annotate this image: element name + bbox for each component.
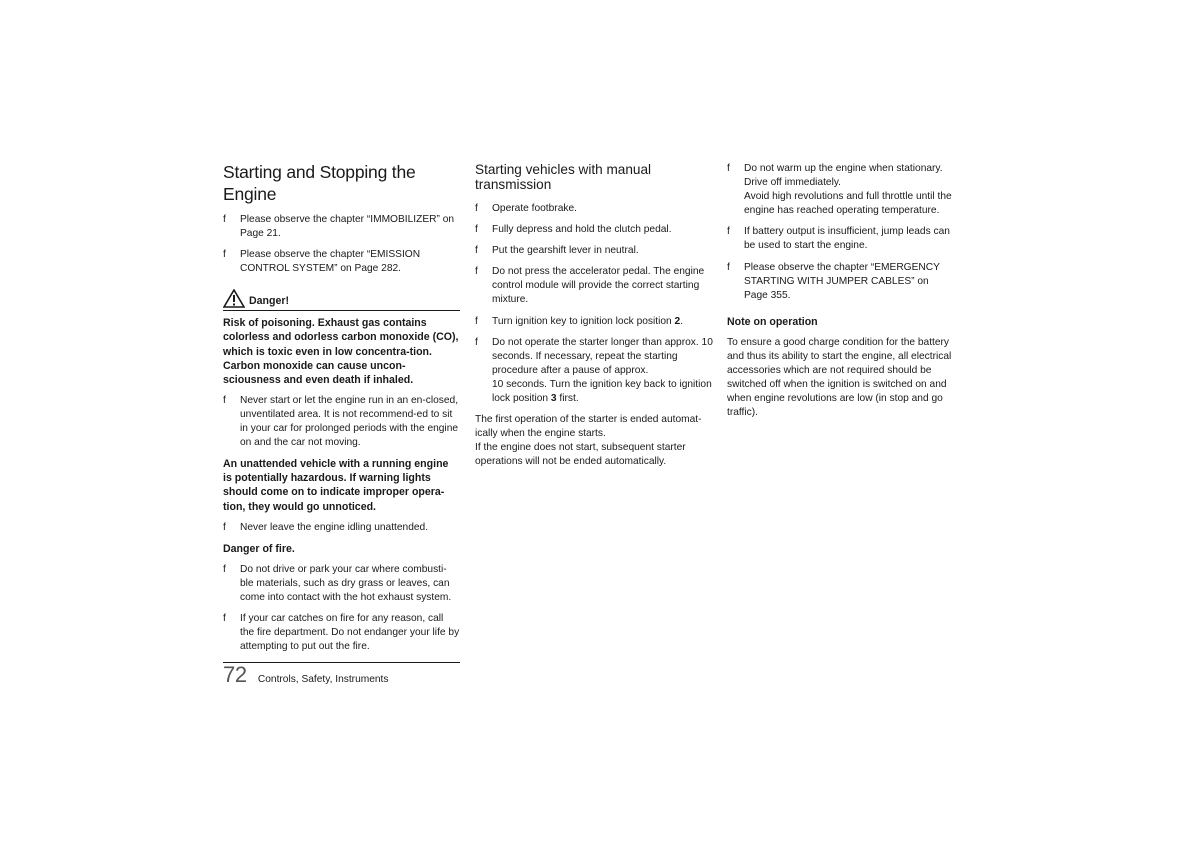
poison-warning: Risk of poisoning. Exhaust gas contains colorless and odorless carbon monoxide (CO), which is toxic even in low concentra-tion. Carbon monoxide can cause uncon-sciousness and even death if inhaled. [223, 317, 459, 386]
bullet-mark: f [475, 315, 478, 327]
list-item [475, 336, 713, 406]
list-item [223, 213, 460, 241]
list-item [223, 563, 460, 605]
bullet-park: Do not drive or park your car where combusti-ble materials, such as dry grass or leaves, can come into contact with the hot exhaust system. [240, 563, 452, 603]
jump-leads-line: If battery output is insufficient, jump leads can be used to start the engine. [744, 226, 950, 252]
footer-section: Controls, Safety, Instruments [257, 674, 389, 685]
warmup-line: Do not warm up the engine when stationary. Drive off immediately. [744, 163, 943, 189]
bullet-catches-fire: If your car catches on fire for any reason, call the fire department. Do not endanger your life by attempting to put out the fire. [240, 613, 460, 653]
unattended-warning: An unattended vehicle with a running engine is potentially hazardous. If warning lights should come on to indicate improper opera-tion, they would go unnoticed. [223, 458, 449, 513]
list-item [223, 394, 460, 450]
step-starter-limit: Do not operate the starter longer than approx. 10 seconds. If necessary, repeat the starting procedure after a pause of approx. [492, 336, 713, 376]
bullet-mark: f [475, 336, 478, 348]
bullet-idling: Never leave the engine idling unattended. [240, 521, 429, 533]
fire-heading: Danger of fire. [223, 542, 295, 555]
bullet-mark: f [223, 249, 226, 261]
high-revs-line: Avoid high revolutions and full throttle until the engine has reached operating temperature. [744, 191, 952, 217]
bullet-mark: f [727, 261, 730, 273]
page-number: 72 [223, 662, 247, 687]
step-footbrake: Operate footbrake. [492, 203, 577, 214]
note-heading: Note on operation [727, 315, 818, 328]
bullet-emission: Please observe the chapter “EMISSION CONTROL SYSTEM” on Page 282. [240, 249, 421, 275]
bullet-mark: f [727, 163, 730, 174]
bullet-enclosed-area: Never start or let the engine run in an en-closed, unventilated area. It is not recommend-ed to sit in your car for prolonged periods with the engine on and the car not moving. [240, 394, 459, 449]
starter-subsequent-paragraph: If the engine does not start, subsequent starter operations will not be ended automatically. [475, 442, 686, 468]
step-accelerator: Do not press the accelerator pedal. The engine control module will provide the correct starting mixture. [492, 266, 705, 306]
emergency-starting-line: Please observe the chapter “EMERGENCY STARTING WITH JUMPER CABLES” on [744, 261, 940, 287]
bullet-mark: f [475, 224, 478, 236]
bullet-mark: f [475, 203, 478, 214]
danger-label: Danger! [249, 295, 290, 308]
bullet-immobilizer: Please observe the chapter “IMMOBILIZER” on Page 21. [240, 214, 455, 240]
ignition-position-2: 2 [674, 315, 681, 327]
bullet-mark: f [727, 226, 730, 238]
ignition-position-3: 3 [550, 393, 557, 405]
step-starter-end: first. [556, 393, 579, 405]
step-starter-key-back: 10 seconds. Turn the ignition key back to ignition lock position [492, 378, 712, 405]
starter-auto-paragraph: The first operation of the starter is ended automat-ically when the engine starts. [475, 414, 702, 440]
step-neutral: Put the gearshift lever in neutral. [492, 245, 639, 257]
bullet-mark: f [475, 266, 478, 278]
bullet-mark: f [223, 394, 226, 406]
column-right [727, 158, 964, 428]
bullet-mark: f [223, 613, 226, 625]
list-item [475, 223, 713, 237]
step-ignition-text: Turn ignition key to ignition lock position [492, 315, 675, 327]
list-item [475, 202, 713, 216]
step-clutch: Fully depress and hold the clutch pedal. [492, 224, 672, 236]
list-item [475, 244, 713, 258]
note-text: To ensure a good charge condition for the battery and thus its ability to start the engine, all electrical accessories which are not required should be switched off when the ignition is switched on and when engine revolutions are low (in stop and go traffic). [727, 336, 952, 419]
list-item [727, 162, 964, 218]
list-item [223, 248, 460, 276]
list-item [727, 225, 964, 253]
bullet-mark: f [475, 245, 478, 257]
list-item [475, 265, 713, 307]
list-item: f Turn ignition key to ignition lock position 2. [475, 315, 713, 329]
bullet-mark: f [223, 563, 226, 575]
column-middle [475, 158, 713, 477]
section-subtitle: Starting vehicles with manual transmission [475, 162, 652, 192]
warning-triangle-icon [223, 289, 249, 308]
list-item [727, 261, 964, 303]
list-item [223, 612, 460, 654]
emergency-page-ref: Page 355. [744, 289, 791, 301]
column-left [223, 158, 460, 663]
page-footer [223, 662, 388, 688]
bullet-mark: f [223, 214, 226, 225]
list-item [223, 521, 460, 535]
page-title: Starting and Stopping the Engine [223, 162, 416, 204]
bullet-mark: f [223, 521, 226, 533]
danger-header [223, 289, 460, 311]
